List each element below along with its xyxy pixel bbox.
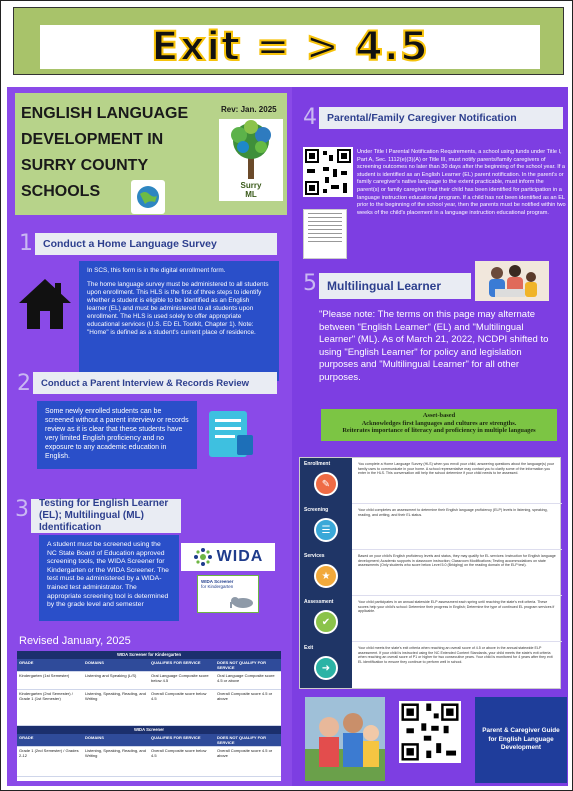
tree-icon [219,119,283,181]
section-4-body: Under Title I Parental Notification Requirements, a school using funds under Title I, Part A, Sec. 1112(e)(3)(A) or Title III, must notify parents/family caregivers of screening outcomes no later than 30 days after the beginning of the school year. If a student is identified as an English Learner (EL) parent notification. In the parent's or family caregiver's native language to the extent practicable, must inform the parent(s) or family caregiver that their child has been identified for participation in a language instruction educational program. If a child has not been identified as an EL prior to the beginning of the school year, then the parents must be notified within two weeks of the child's placement in a language instruction educational program. [357,149,566,216]
section-2-panel [37,401,197,469]
section-5-title: Multilingual Learner [319,273,471,299]
table-cell: Oral Language Composite score 4.5 or above [217,673,275,683]
table-row [17,747,281,777]
table-cell: Grade 1 (2nd Semester) / Grades 2-12 [19,748,79,758]
step-text: Your child completes an assessment to determine their English language proficiency (ELP) levels in listening, speaking, reading, and writing, and their EL status. [358,508,548,517]
asset-line-1: Acknowledges first languages and cultures are strengths. [361,419,517,427]
wida-card-title: WIDA Screener [201,579,234,584]
section-4-title: Parental/Family Caregiver Notification [319,107,563,129]
elephant-icon [229,595,255,609]
step-label: Assessment [304,599,334,605]
step-side [300,458,352,504]
section-3-title: Testing for English Learner (EL); Multilingual (ML) Identification [31,499,181,533]
table-cell: Oral Language Composite score below 4.5 [151,673,209,683]
table-header: DOMAINS [85,660,104,665]
process-step-services [300,550,562,596]
qr-code-icon [303,147,353,197]
check-icon: ✔ [314,610,338,634]
step-label: Screening [304,507,329,513]
step-side [300,550,352,596]
section-1-number: 1 [19,231,33,256]
step-text: You complete a Home Language Survey (HLS) when you enroll your child, answering questions about the language(s) your family uses to communicate in your home. A school representative may contact you to clarify some of the information you enter in the HLS. This conversation will help the school determine if your child needs to be assessed. [358,462,555,476]
step-label: Services [304,553,325,559]
wida-logo [181,543,275,571]
table-cell: Listening and Speaking (L/S) [85,673,137,678]
table-header: DOMAINS [85,735,104,740]
exit-banner-text: Exit = > 4.5 [151,24,429,70]
small-globe-logo [131,180,165,214]
house-icon [17,275,73,331]
wida-dots-icon [193,547,213,567]
globe-icon [135,184,161,210]
section-3-number: 3 [15,497,29,522]
step-label: Exit [304,645,314,651]
process-step-exit [300,642,562,688]
tree-label-line-2: ML [245,190,257,199]
section-5-body: "Please note: The terms on this page may alternate between "English Learner" (EL) and "Multilingual Learner" (ML). As of March 21, 2022, NCDPI shifted to using "English Learner" for policy and legislation purposes and "Multilingual Learner" for all other purposes. [319,309,549,383]
step-side [300,596,352,642]
section-1-title: Conduct a Home Language Survey [35,233,277,255]
table-cell: Listening, Speaking, Reading, and Writing [85,691,146,701]
screener-table [17,651,281,781]
section-2-number: 2 [17,371,31,396]
revised-date: Revised January, 2025 [19,635,131,647]
table-header: QUALIFIES FOR SERVICE [151,735,201,740]
table-header: GRADE [19,735,34,740]
pencil-icon: ✎ [314,472,338,496]
surry-ml-logo [219,119,283,201]
exit-banner [13,7,564,75]
title-block [15,93,287,215]
arrow-right-icon: ➜ [314,656,338,680]
document-icon [203,405,257,461]
step-text: Your child participates in an annual statewide ELP assessment each spring until reaching the state's exit criteria. These scores help your child's school: Determine their progress in English; Determine the type of continued EL program services if applicable. [358,600,555,614]
page-title: ENGLISH LANGUAGE DEVELOPMENT IN SURRY COUNTY SCHOOLS [21,105,189,200]
step-label: Enrollment [304,461,331,467]
table-header: GRADE [19,660,34,665]
section-2-body: Some newly enrolled students can be screened without a parent interview or records review as it is clear that these students have very limited English proficiency and no exposure to any academic education in English. [45,408,189,460]
section-1-panel [79,261,279,381]
asset-line-2: Reiterates importance of literacy and proficiency in multiple languages [342,427,536,435]
table-row [17,672,281,690]
table-cell: Overall Composite score 4.5 or above [217,748,273,758]
children-photo [305,697,385,781]
process-steps [299,457,561,689]
parent-guide-text: Parent & Caregiver Guide for English Language Development [482,727,560,752]
checklist-icon: ☰ [314,518,338,542]
section-5-number: 5 [303,271,317,296]
wida-logo-text: WIDA [216,548,264,565]
asset-title: Asset-based [422,412,456,419]
section-3-panel [39,535,179,621]
star-icon: ★ [314,564,338,588]
asset-based-box [321,409,557,441]
section-3-body: A student must be screened using the NC State Board of Education approved screening tools, the WIDA Screener for Kindergarten or the WIDA Screener. The test must be administered by a WIDA-trained test administrator. The appropriate screening tool is determined by the grade level and semester [47,541,169,609]
table-cell: Kindergarten (1st Semester) [19,673,70,678]
step-side [300,504,352,550]
process-step-screening [300,504,562,550]
qr-code-icon [399,701,461,763]
table-header: DOES NOT QUALIFY FOR SERVICE [217,660,267,670]
table-header: QUALIFIES FOR SERVICE [151,660,201,665]
table-cell: Listening, Speaking, Reading, and Writing [85,748,146,758]
table-cell: Overall Composite score 4.5 or above [217,691,273,701]
poster [7,87,568,786]
table-title-screener: WIDA Screener [17,726,281,734]
tree-label-line-1: Surry [240,181,262,190]
table-header-row [17,734,281,747]
wida-card-sub: for Kindergarten [201,584,234,589]
table-cell: Kindergarten (2nd Semester) / Grade 1 (1st Semester) [19,691,73,701]
revision-date: Rev: Jan. 2025 [221,105,277,114]
table-row [17,690,281,726]
process-step-enrollment [300,458,562,504]
section-4-number: 4 [303,105,317,130]
section-2-title: Conduct a Parent Interview & Records Review [33,372,277,394]
step-text: Based on your child's English proficiency levels and status, they may qualify for EL services: Instruction for English language development; Academic supports in classroom instruction; Classroom Modifications; Testing accommodations on state assessments (Only students who score below Level 5.0 (Bridging) on the reading domain of the ELP test). [358,554,556,568]
table-header-row [17,659,281,672]
section-1-body: The home language survey must be administered to all students upon enrollment. This HLS is the first of three steps to identify whether a student is eligible to be identified as an English learner (EL) and must be administered to all students upon enrollment. The HLS is used solely to offer appropriate educational services (U.S. ED EL Toolkit, Chapter 1). Note: "Home" is defined as a student's current place of residence. [87,281,269,336]
notification-letter-thumbnail [303,209,347,259]
step-side [300,642,352,688]
exit-banner-inner [40,25,540,69]
parent-guide-box [475,697,567,783]
table-cell: Overall Composite score below 4.5 [151,691,207,701]
family-photo [475,261,549,301]
section-1-lead: In SCS, this form is in the digital enrollment form. [87,267,226,274]
step-text: Your child meets the state's exit criteria when reaching an overall score of 4.5 or above in the annual statewide ELP assessment. If your child is instructed using the NC Extended Content Standards, your child meets the state's exit criteria when reaching an overall score of P1 or higher for two consecutive years. Your child is monitored for 4 years after they exit EL identification to ensure they continue to perform well in school. [358,646,553,664]
table-header: DOES NOT QUALIFY FOR SERVICE [217,735,267,745]
table-cell: Overall Composite score below 4.5 [151,748,207,758]
tree-label [219,181,283,199]
table-title-kindergarten: WIDA Screener for Kindergarten [17,651,281,659]
wida-screener-card [197,575,259,613]
process-step-assessment [300,596,562,642]
